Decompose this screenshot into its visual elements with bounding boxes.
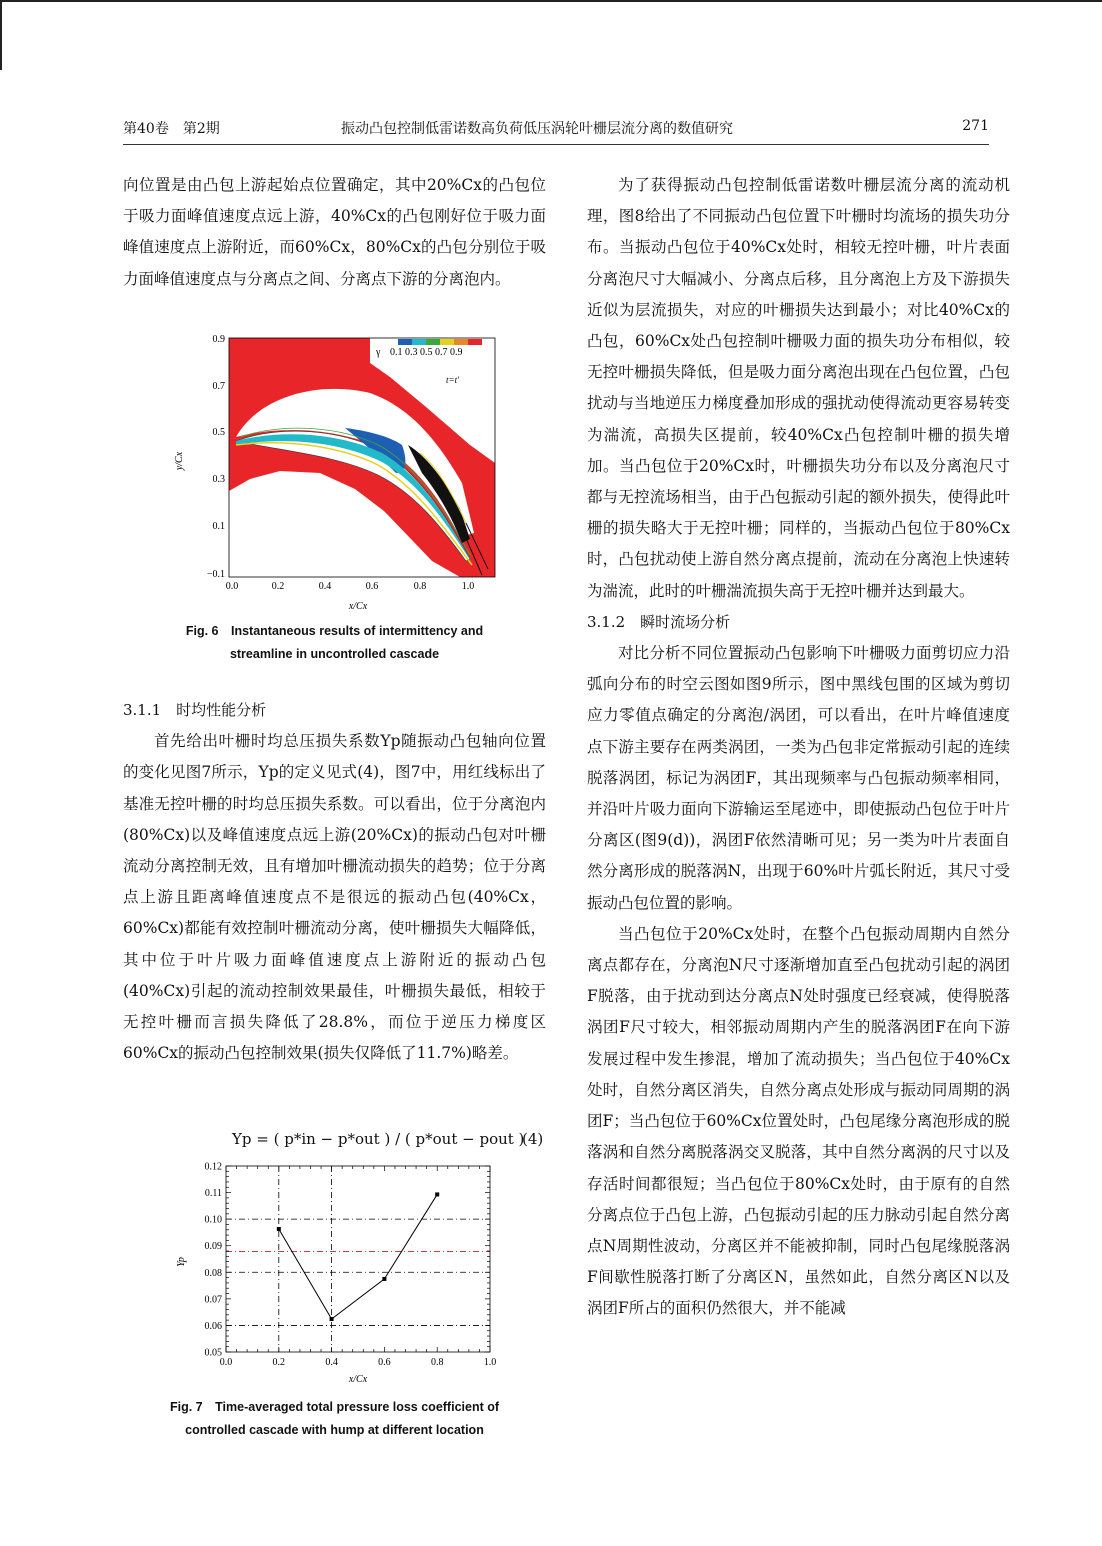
header-rule (123, 144, 989, 145)
legend-values: 0.1 0.3 0.5 0.7 0.9 (390, 347, 463, 358)
fig7-xtick-3: 0.6 (378, 1357, 391, 1368)
equation-number: (4) (522, 1130, 544, 1148)
fig7-caption-line1: Fig. 7 Time-averaged total pressure loss coefficient of (169, 1400, 500, 1414)
left-paragraph-top: 向位置是由凸包上游起始点位置确定，其中20%Cx的凸包位于吸力面峰值速度点远上游，40%Cx的凸包刚好位于吸力面峰值速度点上游附近，而60%Cx，80%Cx的凸包分别位于吸力面峰值速度点与分离点之间、分离点下游的分离泡内。 (123, 176, 546, 288)
svg-text:0.9: 0.9 (212, 334, 225, 345)
fig7-xtick-4: 0.8 (430, 1357, 444, 1368)
left-paragraph-body: 首先给出叶栅时均总压损失系数Yp随振动凸包轴向位置的变化见图7所示，Yp的定义见式(4)，图7中，用红线标出了基准无控叶栅的时均总压损失系数。可以看出，位于分离泡内(80%Cx)以及峰值速度点远上游(20%Cx)的振动凸包对叶栅流动分离控制无效，且有增加叶栅流动损失的趋势；位于分离点上游且距离峰值速度点不是很远的振动凸包(40%Cx，60%Cx)都能有效控制叶栅流动分离，使叶栅损失大幅降低，其中位于叶片吸力面峰值速度点上游附近的振动凸包(40%Cx)引起的流动控制效果最佳，叶栅损失最低，相较于无控叶栅而言损失降低了28.8%，而位于逆压力梯度区60%Cx的振动凸包控制效果(损失仅降低了11.7%)略差。 (123, 732, 546, 1063)
fig7-xtick-0: 0.0 (219, 1357, 233, 1368)
fig7-ytick-6: 0.11 (204, 1188, 222, 1200)
left-column-body (123, 695, 546, 1069)
page-number: 271 (962, 118, 989, 134)
fig7-xtick-1: 0.2 (272, 1357, 286, 1368)
fig6-x-ticks (226, 581, 475, 592)
right-paragraph-3: 当凸包位于20%Cx处时，在整个凸包振动周期内自然分离点都存在，分离泡N尺寸逐渐增加直至凸包扰动引起的涡团F脱落，由于扰动到达分离点N处时强度已经衰减，使得脱落涡团F尺寸较大，相邻振动周期内产生的脱落涡团F在向下游发展过程中发生掺混，增加了流动损失；当凸包位于40%Cx处时，自然分离区消失，自然分离点处形成与振动同周期的涡团F；当凸包位于60%Cx位置处时，凸包尾缘分离泡形成的脱落涡和自然分离脱落涡交叉脱落，其中自然分离涡的尺寸以及存活时间都很短；当凸包位于80%Cx处时，由于原有的自然分离点位于凸包上游，凸包振动引起的压力脉动引起自然分离点N周期性波动，分离区并不能被抑制，同时凸包尾缘脱落涡F间歇性脱落打断了分离区N，虽然如此，自然分离区N以及涡团F所占的面积仍然很大，并不能减 (587, 924, 1010, 1318)
fig7-ytick-2: 0.07 (204, 1294, 222, 1306)
fig7-ytick-5: 0.10 (204, 1214, 222, 1226)
svg-text:0.3: 0.3 (212, 474, 225, 485)
fig7-ytick-7: 0.12 (204, 1161, 222, 1173)
fig6-y-ticks (207, 334, 225, 580)
section-3-1-2-title: 3.1.2 瞬时流场分析 (587, 612, 731, 631)
fig6-caption-line1: Fig. 6 Instantaneous results of intermittency and (185, 624, 484, 638)
svg-text:0.8: 0.8 (413, 581, 427, 592)
right-column (587, 170, 1010, 1325)
fig7-point-3 (435, 1192, 439, 1196)
fig7-ylabel: Yp (176, 1257, 187, 1267)
svg-text:0.4: 0.4 (318, 581, 332, 592)
fig7-point-0 (277, 1227, 281, 1231)
fig7-frame (226, 1166, 490, 1352)
fig7-caption-line2: controlled cascade with hump at different location (185, 1423, 484, 1437)
volume-issue: 第40卷 第2期 (123, 121, 220, 137)
svg-text:1.0: 1.0 (461, 581, 475, 592)
time-label: t=t′ (446, 375, 460, 385)
corner-mark (0, 0, 2, 70)
fig7-xtick-5: 1.0 (483, 1357, 497, 1368)
running-header (123, 118, 989, 140)
fig7-ytick-4: 0.09 (204, 1241, 222, 1253)
left-column-top (123, 170, 546, 295)
fig6-xlabel: x/Cx (348, 601, 368, 612)
fig7-point-2 (382, 1277, 386, 1281)
svg-text:0.0: 0.0 (225, 581, 239, 592)
fig7-caption (123, 1396, 546, 1442)
legend-symbol: γ (376, 347, 381, 358)
svg-text:0.1: 0.1 (212, 521, 225, 532)
fig7-xlabel: x/Cx (348, 1374, 368, 1385)
fig6-ylabel: y/Cx (174, 451, 185, 471)
fig6-caption-line2: streamline in uncontrolled cascade (229, 647, 440, 661)
running-title: 振动凸包控制低雷诺数高负荷低压涡轮叶栅层流分离的数值研究 (341, 121, 733, 137)
fig7-line-chart (170, 1158, 510, 1390)
section-3-1-1-title: 3.1.1 时均性能分析 (123, 701, 267, 719)
svg-text:−0.1: −0.1 (206, 569, 225, 580)
svg-text:0.5: 0.5 (212, 427, 225, 438)
fig6-caption (123, 620, 546, 666)
svg-text:0.2: 0.2 (271, 581, 285, 592)
fig7-xtick-2: 0.4 (325, 1357, 338, 1368)
fig7-ytick-0: 0.05 (204, 1347, 222, 1359)
top-border (0, 0, 1102, 2)
fig7-ytick-1: 0.06 (204, 1320, 222, 1332)
right-paragraph-2: 对比分析不同位置振动凸包影响下叶栅吸力面剪切应力沿弧向分布的时空云图如图9所示，图中黑线包围的区域为剪切应力零值点确定的分离泡/涡团，可以看出，在叶片峰值速度点下游主要存在两类涡团，一类为凸包非定常振动引起的连续脱落涡团，标记为涡团F，其出现频率与凸包振动频率相同，并沿叶片吸力面向下游输运至尾迹中，即使振动凸包位于叶片分离区(图9(d))，涡团F依然清晰可见；另一类为叶片表面自然分离形成的脱落涡N，出现于60%叶片弧长附近，其尺寸受振动凸包位置的影响。 (587, 644, 1010, 912)
svg-text:0.6: 0.6 (365, 581, 379, 592)
svg-text:0.7: 0.7 (212, 381, 225, 392)
fig7-series-line (279, 1194, 437, 1319)
equation-4: Yp = ( p*in − p*out ) / ( p*out − pout ) (232, 1130, 525, 1148)
fig7-point-1 (330, 1317, 334, 1321)
fig7-ytick-3: 0.08 (204, 1267, 222, 1279)
right-paragraph-1: 为了获得振动凸包控制低雷诺数叶栅层流分离的流动机理，图8给出了不同振动凸包位置下叶栅时均流场的损失功分布。当振动凸包位于40%Cx处时，相较无控叶栅，叶片表面分离泡尺寸大幅减小、分离点后移，且分离泡上方及下游损失近似为层流损失，对应的叶栅损失达到最小；对比40%Cx的凸包，60%Cx处凸包控制叶栅吸力面的损失功分布相似，较无控叶栅损失降低，但是吸力面分离泡出现在凸包位置，凸包扰动与当地逆压力梯度叠加形成的强扰动使得流动更容易转变为湍流，高损失区提前，较40%Cx凸包控制叶栅的损失增加。当凸包位于20%Cx时，叶栅损失功分布以及分离泡尺寸都与无控流场相当，由于凸包振动引起的额外损失，使得此叶栅的损失略大于无控叶栅；同样的，当振动凸包位于80%Cx时，凸包扰动使上游自然分离点提前，流动在分离泡上快速转为湍流，此时的叶栅湍流损失高于无控叶栅并达到最大。 (587, 176, 1010, 600)
fig6-contour-plot (170, 333, 510, 615)
